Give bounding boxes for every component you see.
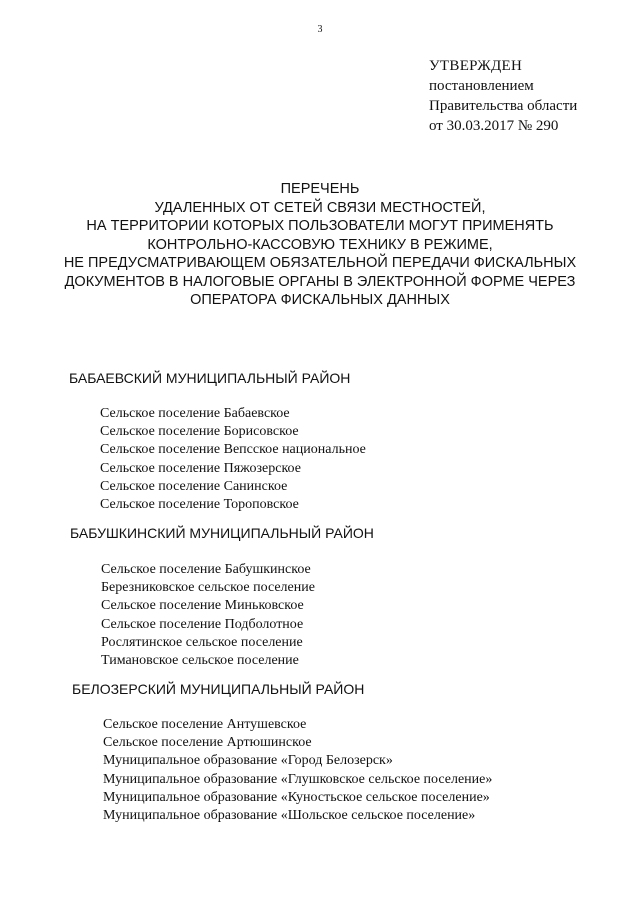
- title-line: ОПЕРАТОРА ФИСКАЛЬНЫХ ДАННЫХ: [190, 292, 450, 308]
- approval-approved: УТВЕРЖДЕН: [429, 58, 523, 74]
- list-item: Муниципальное образование «Город Белозерск»: [103, 753, 393, 769]
- list-item: Муниципальное образование «Глушковское сельское поселение»: [103, 771, 493, 787]
- list-item: Сельское поселение Вепсское национальное: [100, 442, 366, 458]
- list-item: Сельское поселение Борисовское: [100, 424, 299, 440]
- settlement-list-babushkinsky: [101, 561, 315, 670]
- district-heading-babaevsky: БАБАЕВСКИЙ МУНИЦИПАЛЬНЫЙ РАЙОН: [69, 370, 351, 386]
- list-item: Сельское поселение Подболотное: [101, 616, 304, 632]
- document-title: [0, 180, 640, 310]
- list-item: Сельское поселение Санинское: [100, 478, 288, 494]
- list-item: Сельское поселение Пяжозерское: [100, 460, 301, 476]
- list-item: Рослятинское сельское поселение: [101, 634, 303, 650]
- page-number: 3: [317, 24, 323, 35]
- approval-line-1: постановлением: [429, 78, 534, 94]
- list-item: Сельское поселение Артюшинское: [103, 735, 312, 751]
- list-item: Сельское поселение Тороповское: [100, 497, 299, 513]
- title-line: НЕ ПРЕДУСМАТРИВАЮЩЕМ ОБЯЗАТЕЛЬНОЙ ПЕРЕДАЧИ ФИСКАЛЬНЫХ: [63, 255, 577, 271]
- list-item: Муниципальное образование «Куностьское сельское поселение»: [103, 789, 490, 805]
- list-item: Березниковское сельское поселение: [101, 580, 315, 596]
- settlement-list-babaevsky: [100, 405, 366, 514]
- list-item: Сельское поселение Антушевское: [103, 717, 307, 732]
- settlement-list-belozersky: [103, 716, 492, 825]
- approval-line-3: от 30.03.2017 № 290: [429, 118, 559, 134]
- list-item: Муниципальное образование «Шольское сельское поселение»: [103, 808, 476, 824]
- approval-line-2: Правительства области: [429, 98, 578, 114]
- district-heading-babushkinsky: БАБУШКИНСКИЙ МУНИЦИПАЛЬНЫЙ РАЙОН: [70, 525, 374, 541]
- title-line: КОНТРОЛЬНО-КАССОВУЮ ТЕХНИКУ В РЕЖИМЕ,: [147, 236, 493, 253]
- approval-stamp: [429, 56, 577, 136]
- title-line: ДОКУМЕНТОВ В НАЛОГОВЫЕ ОРГАНЫ В ЭЛЕКТРОННОЙ ФОРМЕ ЧЕРЕЗ: [64, 273, 576, 290]
- list-item: Сельское поселение Бабушкинское: [101, 562, 311, 577]
- list-item: Тимановское сельское поселение: [101, 653, 299, 669]
- district-heading-belozersky: БЕЛОЗЕРСКИЙ МУНИЦИПАЛЬНЫЙ РАЙОН: [72, 681, 365, 697]
- title-line: ПЕРЕЧЕНЬ: [280, 181, 360, 197]
- title-line: НА ТЕРРИТОРИИ КОТОРЫХ ПОЛЬЗОВАТЕЛИ МОГУТ ПРИМЕНЯТЬ: [86, 218, 554, 234]
- list-item: Сельское поселение Бабаевское: [100, 406, 290, 421]
- list-item: Сельское поселение Миньковское: [101, 598, 304, 614]
- title-line: УДАЛЕННЫХ ОТ СЕТЕЙ СВЯЗИ МЕСТНОСТЕЙ,: [154, 199, 486, 216]
